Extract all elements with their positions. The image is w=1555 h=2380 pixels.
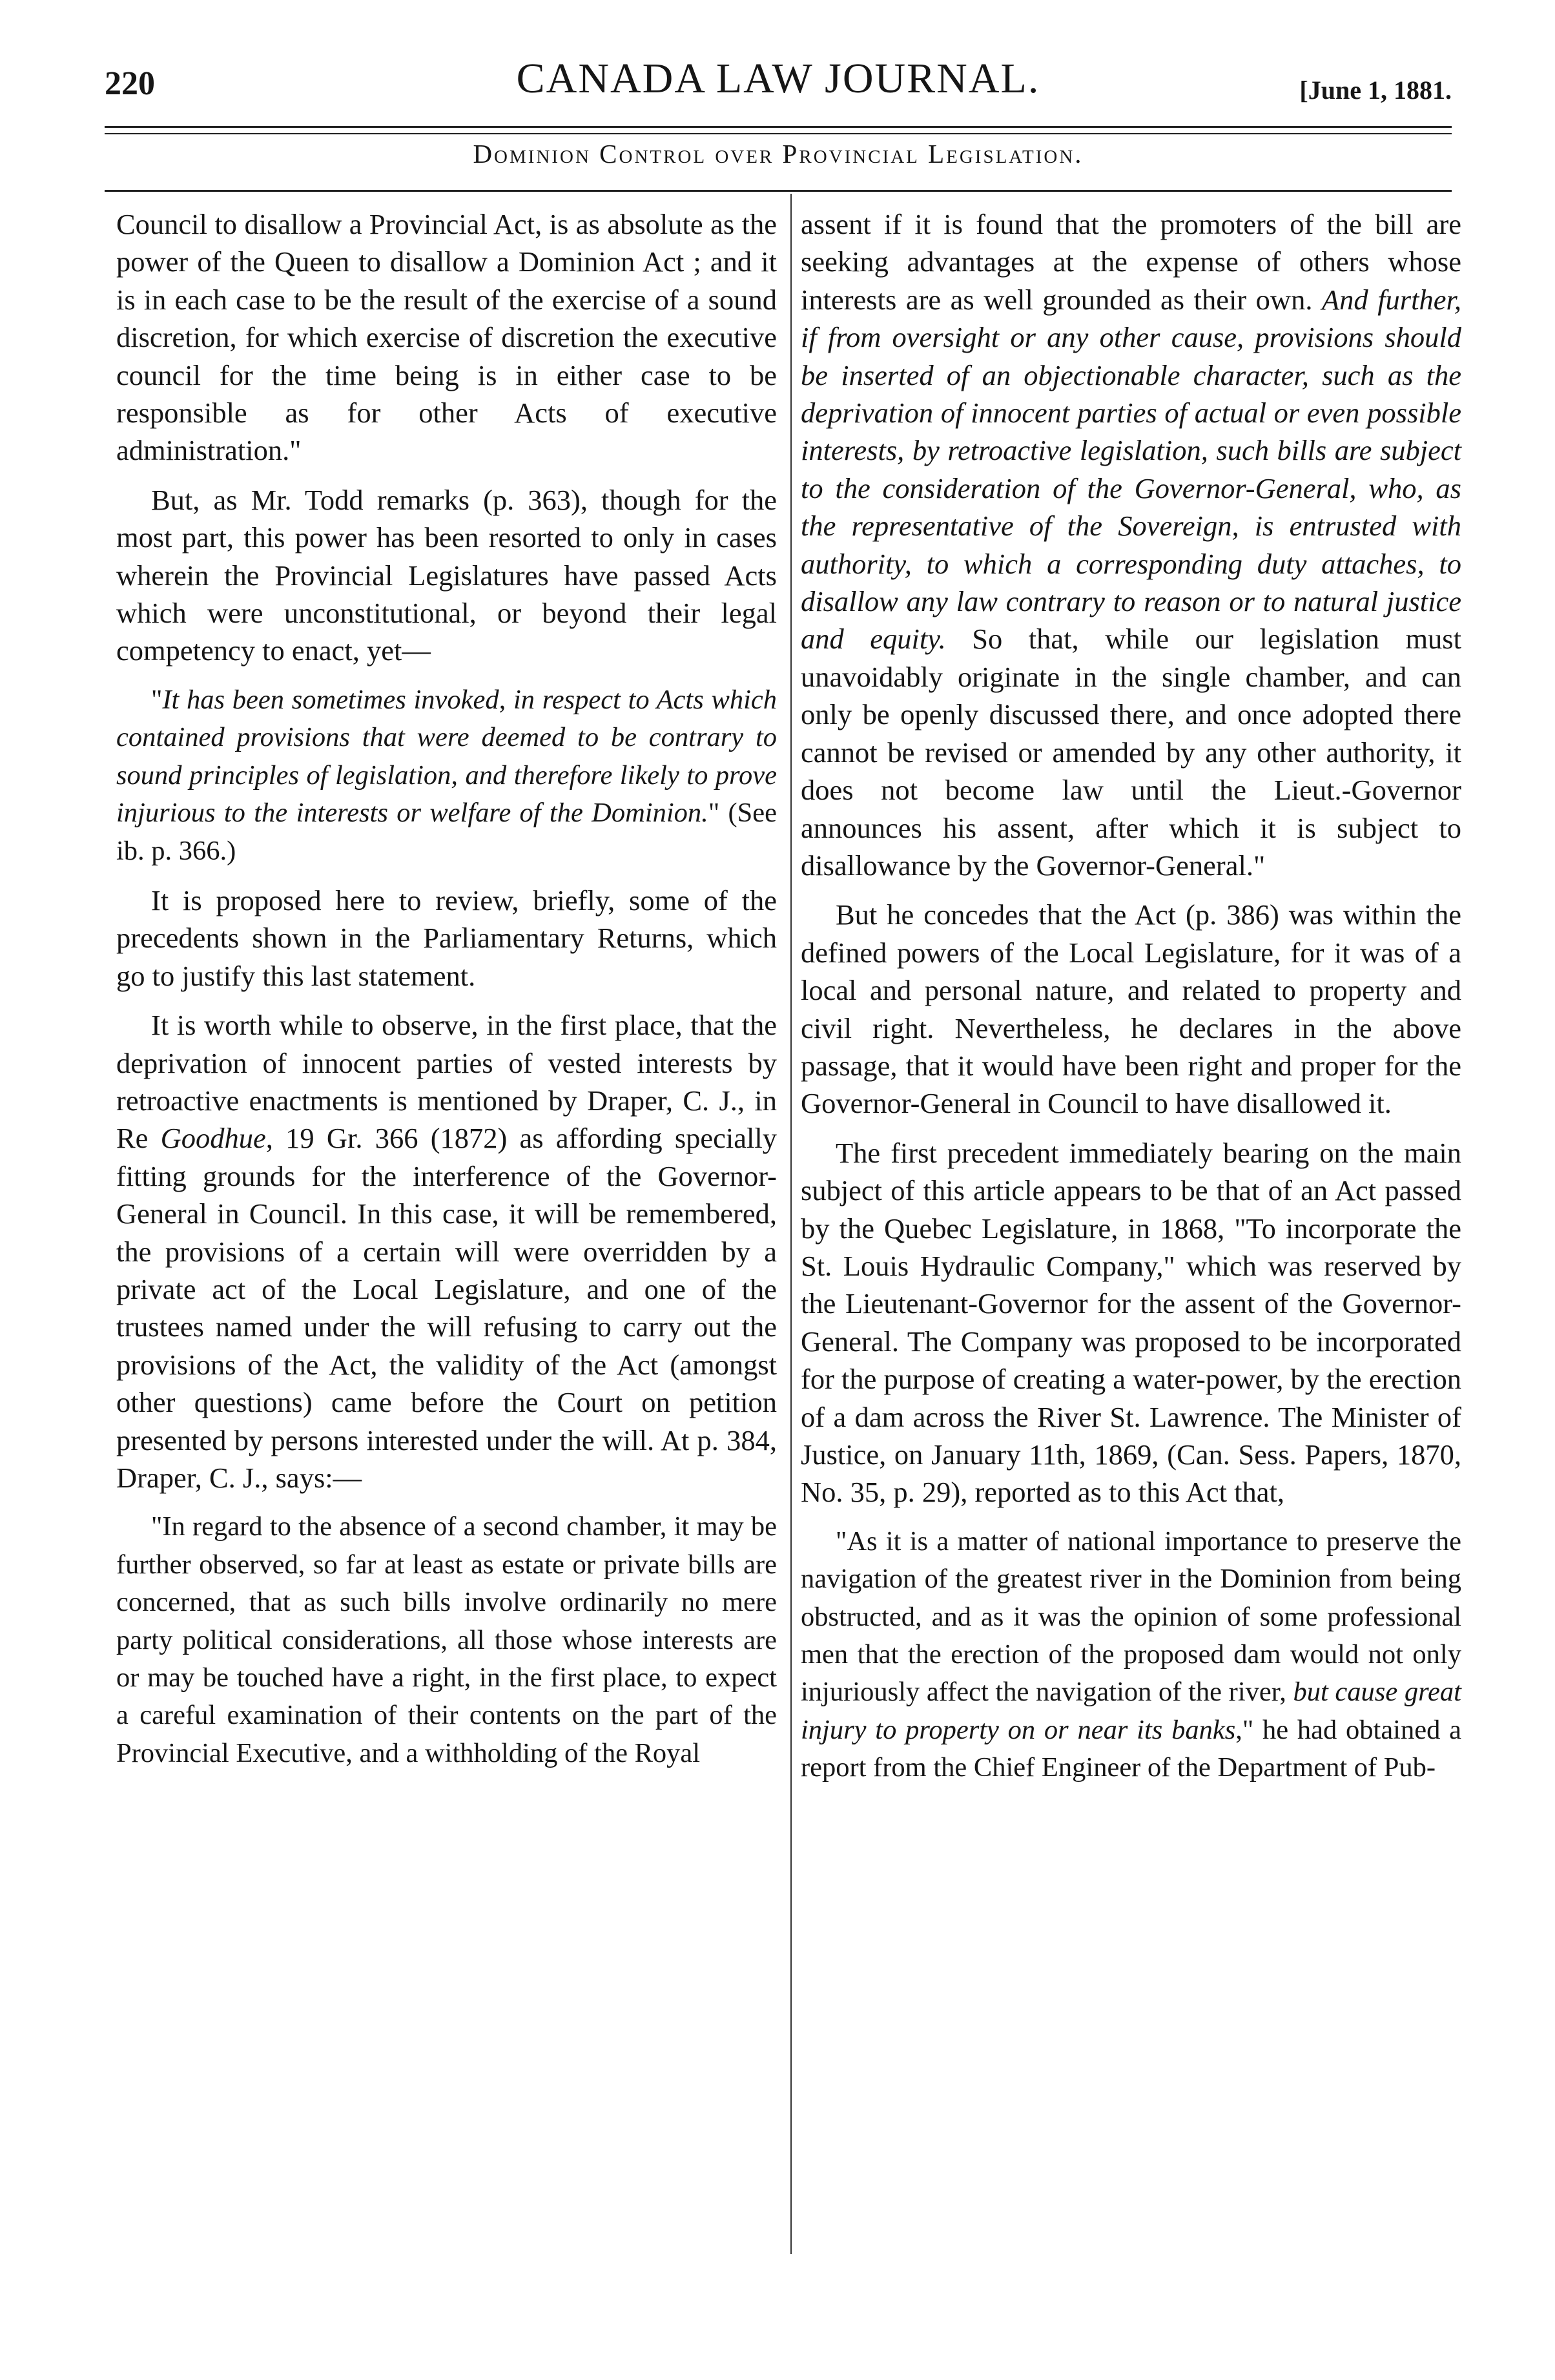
text-run: , 19 Gr. 366 (1872) as affording specially fitting grounds for the interference of the Governor-General in Council. In this case, it will be remembered, the provisions of a certain will were overridden by a private act of the Local Legislature, and one of the trustees named under the will refusing to carry out the provisions of the Act, the validity of the Act (amongst other questions) came before the Court on petition presented by persons interested under the will. At p. 384, Draper, C. J., says:— bbox=[116, 1122, 777, 1494]
text-run: So that, while our legislation must unavoidably originate in the single chamber, and can only be openly discussed there, and once adopted there cannot be revised or amended by any other authority, it does not become law until the Lieut.-Governor announces his assent, after which it is subject to disallowance by the Governor-General." bbox=[801, 623, 1461, 882]
italic-passage: but cause great injury to property on or near its banks bbox=[801, 1677, 1461, 1745]
section-rule bbox=[105, 190, 1452, 192]
right-column bbox=[801, 205, 1461, 1787]
column-divider bbox=[790, 194, 792, 2254]
section-title: Dominion Control over Provincial Legislation. bbox=[473, 139, 1084, 169]
paragraph: It is proposed here to review, briefly, some of the precedents shown in the Parliamentary Returns, which go to justify this last statement. bbox=[116, 884, 777, 992]
paragraph: But, as Mr. Todd remarks (p. 363), though for the most part, this power has been resorted to only in cases wherein the Provincial Legislatures have passed Acts which were unconstitutional, or beyond their legal competency to enact, yet— bbox=[116, 483, 777, 667]
paragraph: The first precedent immediately bearing on the main subject of this article appears to be that of an Act passed by the Quebec Legislature, in 1868, "To incorporate the St. Louis Hydraulic Company," which was reserved by the Lieutenant-Governor for the assent of the Governor-General. The Company was proposed to be incorporated for the purpose of creating a water-power, by the erection of a dam across the River St. Lawrence. The Minister of Justice, on January 11th, 1869, (Can. Sess. Papers, 1870, No. 35, p. 29), reported as to this Act that, bbox=[801, 1136, 1461, 1509]
case-name: Goodhue bbox=[160, 1122, 266, 1155]
quote-mark: " bbox=[151, 684, 163, 715]
quoted-paragraph bbox=[116, 681, 777, 870]
issue-date: [June 1, 1881. bbox=[1299, 76, 1452, 105]
text-run: It is worth while to observe, in the first place, that the deprivation of innocent parties of vested interests by retroactive enactments is mentioned by Draper, C. J., in Re bbox=[116, 1009, 777, 1155]
paragraph: But he concedes that the Act (p. 386) was within the defined powers of the Local Legislature, for it was of a local and personal nature, and related to property and civil right. Nevertheless, he declares in the above passage, that it would have been right and proper for the Governor-General in Council to have disallowed it. bbox=[801, 898, 1461, 1120]
page-header bbox=[105, 52, 1452, 110]
paragraph bbox=[116, 1006, 777, 1496]
paragraph bbox=[801, 205, 1461, 884]
header-double-rule bbox=[105, 126, 1452, 134]
quoted-paragraph: "In regard to the absence of a second chamber, it may be further observed, so far at least as estate or private bills are concerned, that as such bills involve ordinarily no mere party political considerations, all those whose interests are or may be touched have a right, in the first place, to expect a careful examination of their contents on the part of the Provincial Executive, and a withholding of the Royal bbox=[116, 1511, 777, 1768]
text-run: "As it is a matter of national importance to preserve the navigation of the greatest river in the Dominion from being obstructed, and as it was the opinion of some professional men that the erection of the proposed dam would not only injuriously affect the navigation of the river, bbox=[801, 1526, 1461, 1708]
text-run: ," he had obtained a report from the Chief Engineer of the Department of Pub- bbox=[801, 1714, 1461, 1783]
left-column bbox=[116, 205, 777, 1772]
journal-title: CANADA LAW JOURNAL. bbox=[516, 55, 1040, 102]
quoted-paragraph bbox=[801, 1523, 1461, 1787]
citation: " (See ib. p. 366.) bbox=[116, 798, 778, 866]
page-number: 220 bbox=[105, 65, 155, 102]
italic-passage: And further, if from oversight or any other cause, provisions should be inserted of an objectionable character, such as the deprivation of innocent parties of actual or even possible interests, by retroactive legislation, such bills are subject to the consideration of the Governor-General, who, as the representative of the Sovereign, is entrusted with authority, to which a corresponding duty attaches, to disallow any law contrary to reason or to natural justice and equity. bbox=[801, 283, 1462, 656]
paragraph: Council to disallow a Provincial Act, is as absolute as the power of the Queen to disallow a Dominion Act ; and it is in each case to be the result of the exercise of a sound discretion, for which exercise of discretion the executive council for the time being is in either case to be responsible as for other Acts of executive administration." bbox=[116, 208, 777, 467]
italic-quote: It has been sometimes invoked, in respect to Acts which contained provisions that were deemed to be contrary to sound principles of legislation, and therefore likely to prove injurious to the interests or welfare of the Dominion. bbox=[116, 684, 777, 829]
text-run: assent if it is found that the promoters of the bill are seeking advantages at the expense of others whose interests are as well grounded as their own. bbox=[801, 208, 1461, 316]
